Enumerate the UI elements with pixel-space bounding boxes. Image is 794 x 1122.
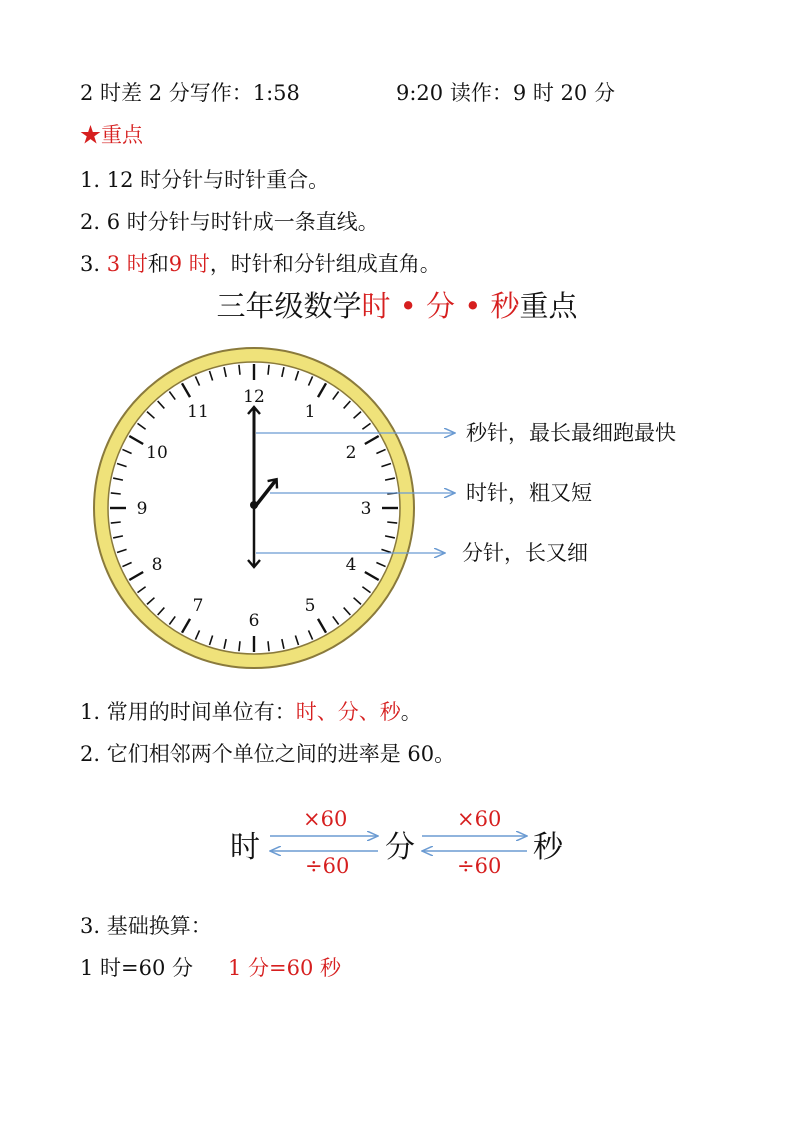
top-left-text: 2 时差 2 分写作：1:58 <box>80 81 300 105</box>
key-point-2: 2. 6 时分针与时针成一条直线。 <box>80 210 379 234</box>
top-right-text: 9:20 读作：9 时 20 分 <box>396 81 615 105</box>
clock-tick <box>111 493 121 494</box>
clock-number: 9 <box>136 499 148 519</box>
key-point-1: 1. 12 时分针与时针重合。 <box>80 168 330 192</box>
basic-eq-1: 1 时=60 分 <box>80 956 194 980</box>
unit-sep-1: 、 <box>316 700 338 724</box>
clock-number: 5 <box>304 595 316 616</box>
conv-multiply-left: ×60 <box>303 807 348 831</box>
clock-number: 1 <box>304 402 316 423</box>
second-hand-label: 秒针，最长最细跑最快 <box>466 421 676 445</box>
conv-unit-second: 秒 <box>533 830 563 865</box>
basic-heading: 3. 基础换算： <box>80 914 212 938</box>
clock-number: 11 <box>187 402 209 423</box>
conversion-arrows <box>0 800 794 920</box>
key-point-3-red-a: 3 时 <box>106 252 148 276</box>
clock-center <box>250 501 258 509</box>
clock-number: 4 <box>345 555 357 575</box>
clock-tick <box>387 522 397 523</box>
conv-divide-left: ÷60 <box>305 854 350 878</box>
key-point-3-suffix: ，时针和分针组成直角。 <box>209 252 441 276</box>
title-prefix: 三年级数学 <box>216 289 362 323</box>
units-item-1-prefix: 1. 常用的时间单位有： <box>80 700 296 724</box>
unit-hour: 时 <box>295 700 317 724</box>
key-point-3-prefix: 3. <box>80 252 107 276</box>
clock-number: 10 <box>146 443 168 463</box>
units-item-1 <box>80 697 422 727</box>
key-point-3-mid: 和 <box>147 252 169 276</box>
key-point-3-red-b: 9 时 <box>168 252 210 276</box>
conv-unit-hour: 时 <box>230 830 260 865</box>
unit-sep-2: 、 <box>358 700 380 724</box>
minute-hand-label: 分针，长又细 <box>462 541 588 565</box>
title-red: 时 • 分 • 秒 <box>361 289 520 323</box>
title-suffix: 重点 <box>519 289 578 323</box>
conv-unit-minute: 分 <box>385 830 415 865</box>
hour-hand-label: 时针，粗又短 <box>466 481 592 505</box>
key-points-heading: ★重点 <box>80 123 143 147</box>
basic-eq-2: 1 分=60 秒 <box>228 956 342 980</box>
clock-number: 6 <box>248 611 260 631</box>
unit-minute: 分 <box>337 700 359 724</box>
units-item-1-end: 。 <box>400 700 422 724</box>
clock-number: 3 <box>360 499 372 519</box>
clock-tick <box>268 641 269 651</box>
clock-tick <box>239 641 240 651</box>
units-item-2: 2. 它们相邻两个单位之间的进率是 60。 <box>80 742 456 766</box>
conv-divide-right: ÷60 <box>457 854 502 878</box>
clock-tick <box>239 365 240 375</box>
clock-number: 2 <box>345 443 357 463</box>
conv-multiply-right: ×60 <box>457 807 502 831</box>
clock-number: 8 <box>151 555 163 575</box>
clock-tick <box>268 365 269 375</box>
unit-second: 秒 <box>379 700 401 724</box>
clock-number: 12 <box>243 387 265 407</box>
clock-number: 7 <box>192 595 204 616</box>
clock-tick <box>111 522 121 523</box>
